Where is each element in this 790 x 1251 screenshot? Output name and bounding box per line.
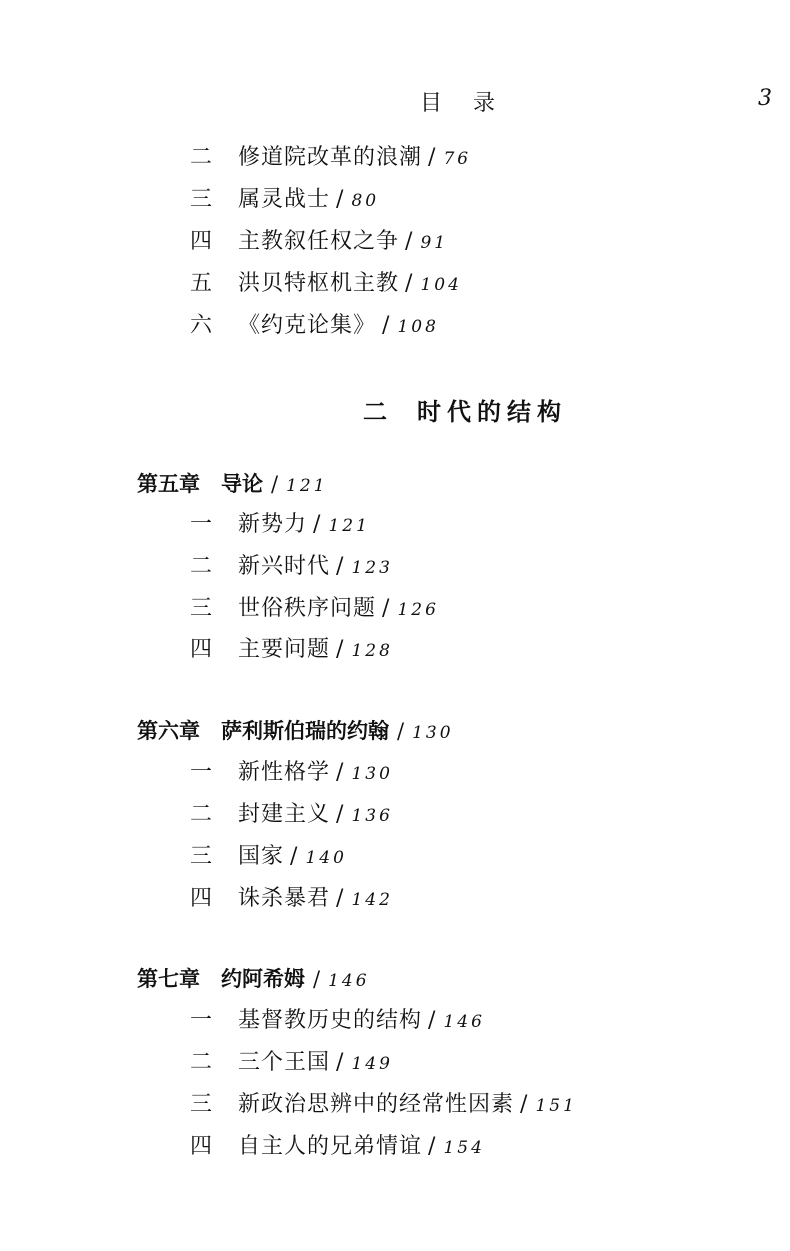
entry-page: 128	[351, 641, 393, 661]
entry-page: 121	[328, 516, 370, 536]
toc-entry[interactable]	[190, 885, 393, 914]
entry-title: 国家	[238, 844, 285, 869]
entry-number: 三	[190, 844, 213, 869]
entry-number: 一	[190, 1008, 213, 1033]
chapter-heading[interactable]	[137, 717, 454, 747]
entry-title: 《约克论集》	[238, 313, 377, 338]
entry-number: 一	[190, 512, 213, 537]
entry-separator: /	[382, 596, 390, 621]
chapter-title: 萨利斯伯瑞的约翰	[221, 719, 389, 743]
entry-title: 主要问题	[238, 637, 331, 662]
entry-title: 三个王国	[238, 1050, 331, 1075]
entry-separator: /	[336, 554, 344, 579]
toc-entry[interactable]	[190, 636, 393, 665]
entry-title: 世俗秩序问题	[238, 596, 377, 621]
entry-page: 76	[443, 149, 472, 169]
chapter-title: 导论	[221, 472, 263, 496]
entry-number: 四	[190, 1134, 213, 1159]
chapter-number: 第六章	[137, 719, 200, 743]
entry-title: 新势力	[238, 512, 308, 537]
entry-number: 四	[190, 229, 213, 254]
entry-separator: /	[313, 967, 321, 991]
entry-separator: /	[336, 886, 344, 911]
part-number: 二	[363, 398, 393, 426]
entry-title: 新兴时代	[238, 554, 331, 579]
entry-number: 二	[190, 554, 213, 579]
entry-title: 修道院改革的浪潮	[238, 145, 423, 170]
toc-entry[interactable]	[190, 595, 439, 624]
entry-page: 130	[351, 764, 393, 784]
page-number: 3	[758, 86, 772, 111]
entry-page: 140	[305, 848, 347, 868]
entry-page: 151	[535, 1096, 577, 1116]
entry-separator: /	[405, 229, 413, 254]
toc-entry[interactable]	[190, 759, 393, 788]
entry-separator: /	[405, 271, 413, 296]
entry-separator: /	[382, 313, 390, 338]
entry-separator: /	[336, 187, 344, 212]
toc-entry[interactable]	[190, 1133, 485, 1162]
entry-number: 二	[190, 145, 213, 170]
toc-entry[interactable]	[190, 1049, 393, 1078]
toc-entry[interactable]	[190, 144, 471, 173]
entry-title: 洪贝特枢机主教	[238, 271, 400, 296]
entry-page: 80	[351, 191, 380, 211]
toc-entry[interactable]	[190, 511, 370, 540]
chapter-number: 第五章	[137, 472, 200, 496]
entry-separator: /	[336, 637, 344, 662]
entry-page: 136	[351, 806, 393, 826]
entry-title: 诛杀暴君	[238, 886, 331, 911]
toc-entry[interactable]	[190, 228, 448, 257]
entry-page: 146	[443, 1012, 485, 1032]
entry-number: 三	[190, 596, 213, 621]
entry-page: 154	[443, 1138, 485, 1158]
entry-separator: /	[397, 719, 405, 743]
toc-entry[interactable]	[190, 553, 393, 582]
entry-separator: /	[271, 472, 279, 496]
entry-number: 六	[190, 313, 213, 338]
entry-separator: /	[520, 1092, 528, 1117]
entry-separator: /	[428, 1134, 436, 1159]
chapter-heading[interactable]	[137, 470, 328, 500]
entry-page: 126	[397, 600, 439, 620]
entry-title: 新政治思辨中的经常性因素	[238, 1092, 515, 1117]
entry-page: 104	[420, 275, 462, 295]
running-title: 目 录	[420, 91, 507, 116]
entry-number: 四	[190, 886, 213, 911]
entry-number: 三	[190, 187, 213, 212]
chapter-title: 约阿希姆	[221, 967, 305, 991]
entry-page: 123	[351, 558, 393, 578]
entry-number: 一	[190, 760, 213, 785]
entry-separator: /	[336, 1050, 344, 1075]
entry-separator: /	[336, 802, 344, 827]
entry-title: 自主人的兄弟情谊	[238, 1134, 423, 1159]
entry-number: 二	[190, 1050, 213, 1075]
entry-separator: /	[428, 1008, 436, 1033]
entry-page: 91	[420, 233, 449, 253]
toc-entry[interactable]	[190, 801, 393, 830]
chapter-number: 第七章	[137, 967, 200, 991]
entry-page: 142	[351, 890, 393, 910]
chapter-page: 146	[328, 971, 370, 991]
entry-separator: /	[290, 844, 298, 869]
entry-number: 四	[190, 637, 213, 662]
entry-title: 新性格学	[238, 760, 331, 785]
toc-entry[interactable]	[190, 270, 462, 299]
toc-entry[interactable]	[190, 186, 379, 215]
entry-number: 二	[190, 802, 213, 827]
entry-title: 封建主义	[238, 802, 331, 827]
entry-title: 基督教历史的结构	[238, 1008, 423, 1033]
entry-page: 108	[397, 317, 439, 337]
entry-separator: /	[336, 760, 344, 785]
chapter-page: 121	[286, 476, 328, 496]
part-title: 时代的结构	[417, 398, 567, 426]
toc-entry[interactable]	[190, 1091, 577, 1120]
entry-separator: /	[313, 512, 321, 537]
chapter-heading[interactable]	[137, 965, 370, 995]
entry-title: 属灵战士	[238, 187, 331, 212]
entry-number: 五	[190, 271, 213, 296]
entry-number: 三	[190, 1092, 213, 1117]
part-heading	[0, 392, 790, 427]
toc-entry[interactable]	[190, 1007, 485, 1036]
chapter-page: 130	[412, 723, 454, 743]
toc-entry[interactable]	[190, 843, 347, 872]
entry-page: 149	[351, 1054, 393, 1074]
entry-title: 主教叙任权之争	[238, 229, 400, 254]
toc-entry[interactable]	[190, 312, 439, 341]
entry-separator: /	[428, 145, 436, 170]
